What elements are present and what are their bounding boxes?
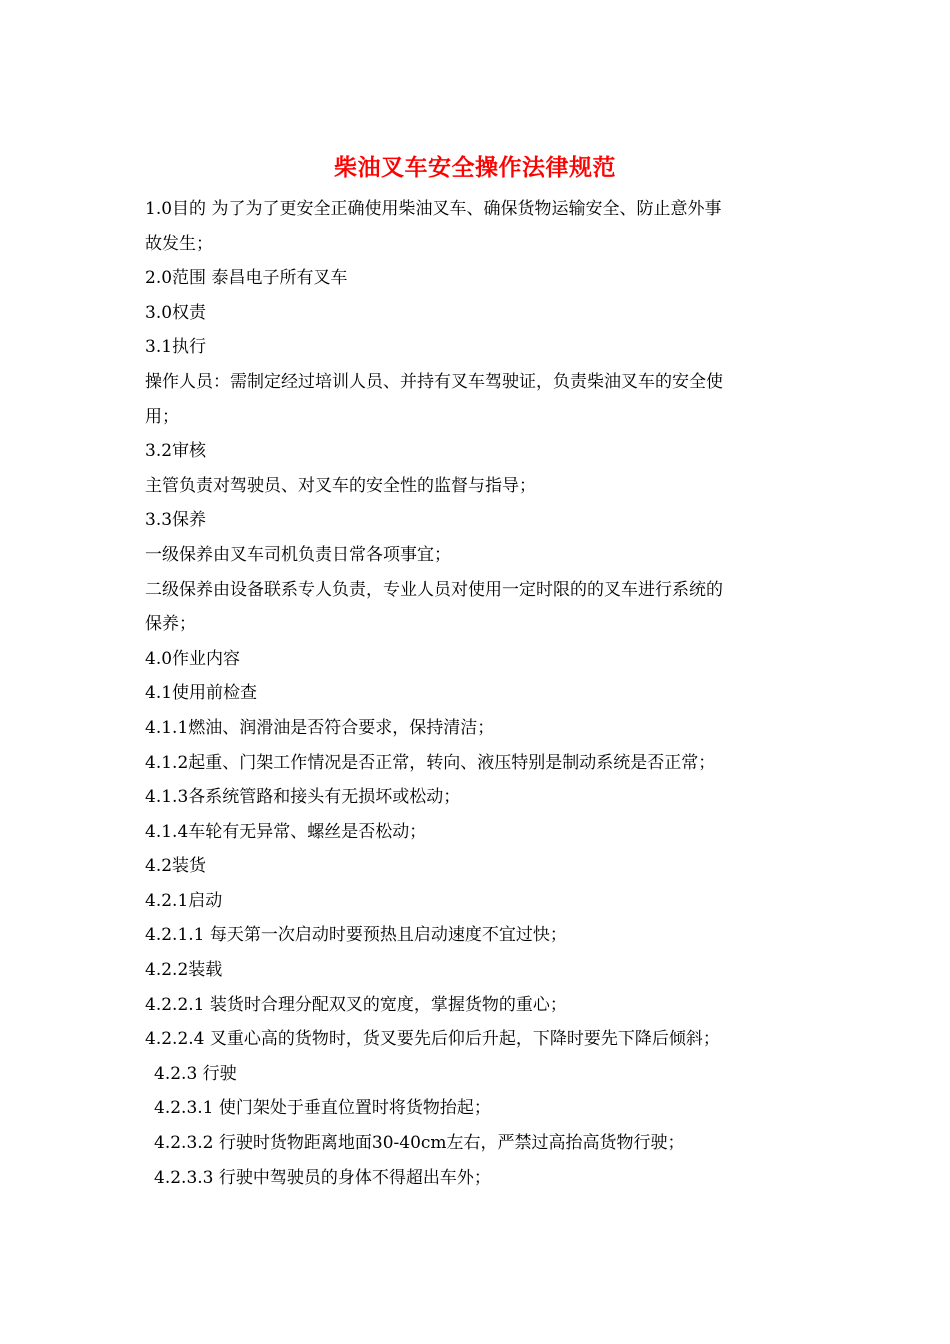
text-line: 4.2.3 行驶: [154, 1063, 237, 1084]
text-line: 操作人员：需制定经过培训人员、并持有叉车驾驶证，负责柴油叉车的安全使: [145, 371, 723, 392]
text-line: 二级保养由设备联系专人负责，专业人员对使用一定时限的的叉车进行系统的: [145, 579, 723, 600]
text-line: 4.2.1启动: [145, 890, 223, 911]
text-line: 3.0权责: [145, 302, 207, 323]
text-line: 4.1.1燃油、润滑油是否符合要求，保持清洁；: [145, 717, 495, 738]
text-line: 3.1执行: [145, 337, 207, 358]
text-line: 4.1.3各系统管路和接头有无损坏或松动；: [145, 787, 461, 808]
text-line: 4.2.3.1 使门架处于垂直位置时将货物抬起；: [154, 1098, 491, 1119]
text-line: 4.2.1.1 每天第一次启动时要预热且启动速度不宜过快；: [145, 925, 567, 946]
text-line: 4.1.2起重、门架工作情况是否正常，转向、液压特别是制动系统是否正常；: [145, 752, 716, 773]
text-line: 4.2.3.2 行驶时货物距离地面30-40cm左右，严禁过高抬高货物行驶；: [154, 1133, 685, 1154]
text-line: 3.3保养: [145, 510, 207, 531]
text-line: 4.2.2.1 装货时合理分配双叉的宽度，掌握货物的重心；: [145, 994, 567, 1015]
text-line: 4.0作业内容: [145, 648, 241, 669]
text-line: 保养；: [145, 614, 196, 635]
text-line: 4.2装货: [145, 856, 207, 877]
text-line: 主管负责对驾驶员、对叉车的安全性的监督与指导；: [145, 475, 536, 496]
document-body: [145, 192, 807, 1195]
text-line: 4.2.3.3 行驶中驾驶员的身体不得超出车外；: [154, 1167, 491, 1188]
text-line: 4.2.2装载: [145, 960, 223, 981]
text-line: 故发生；: [145, 233, 213, 254]
text-line: 4.1.4车轮有无异常、螺丝是否松动；: [145, 821, 427, 842]
document-title: 柴油叉车安全操作法律规范: [334, 155, 616, 181]
text-line: 4.2.2.4 叉重心高的货物时，货叉要先后仰后升起，下降时要先下降后倾斜；: [145, 1029, 720, 1050]
text-line: 一级保养由叉车司机负责日常各项事宜；: [145, 544, 451, 565]
text-line: 2.0范围 泰昌电子所有叉车: [145, 268, 348, 289]
text-line: 用；: [145, 406, 179, 427]
text-line: 3.2审核: [145, 441, 207, 462]
text-line: 4.1使用前检查: [145, 683, 258, 704]
text-line: 1.0目的 为了为了更安全正确使用柴油叉车、确保货物运输安全、防止意外事: [145, 199, 722, 219]
